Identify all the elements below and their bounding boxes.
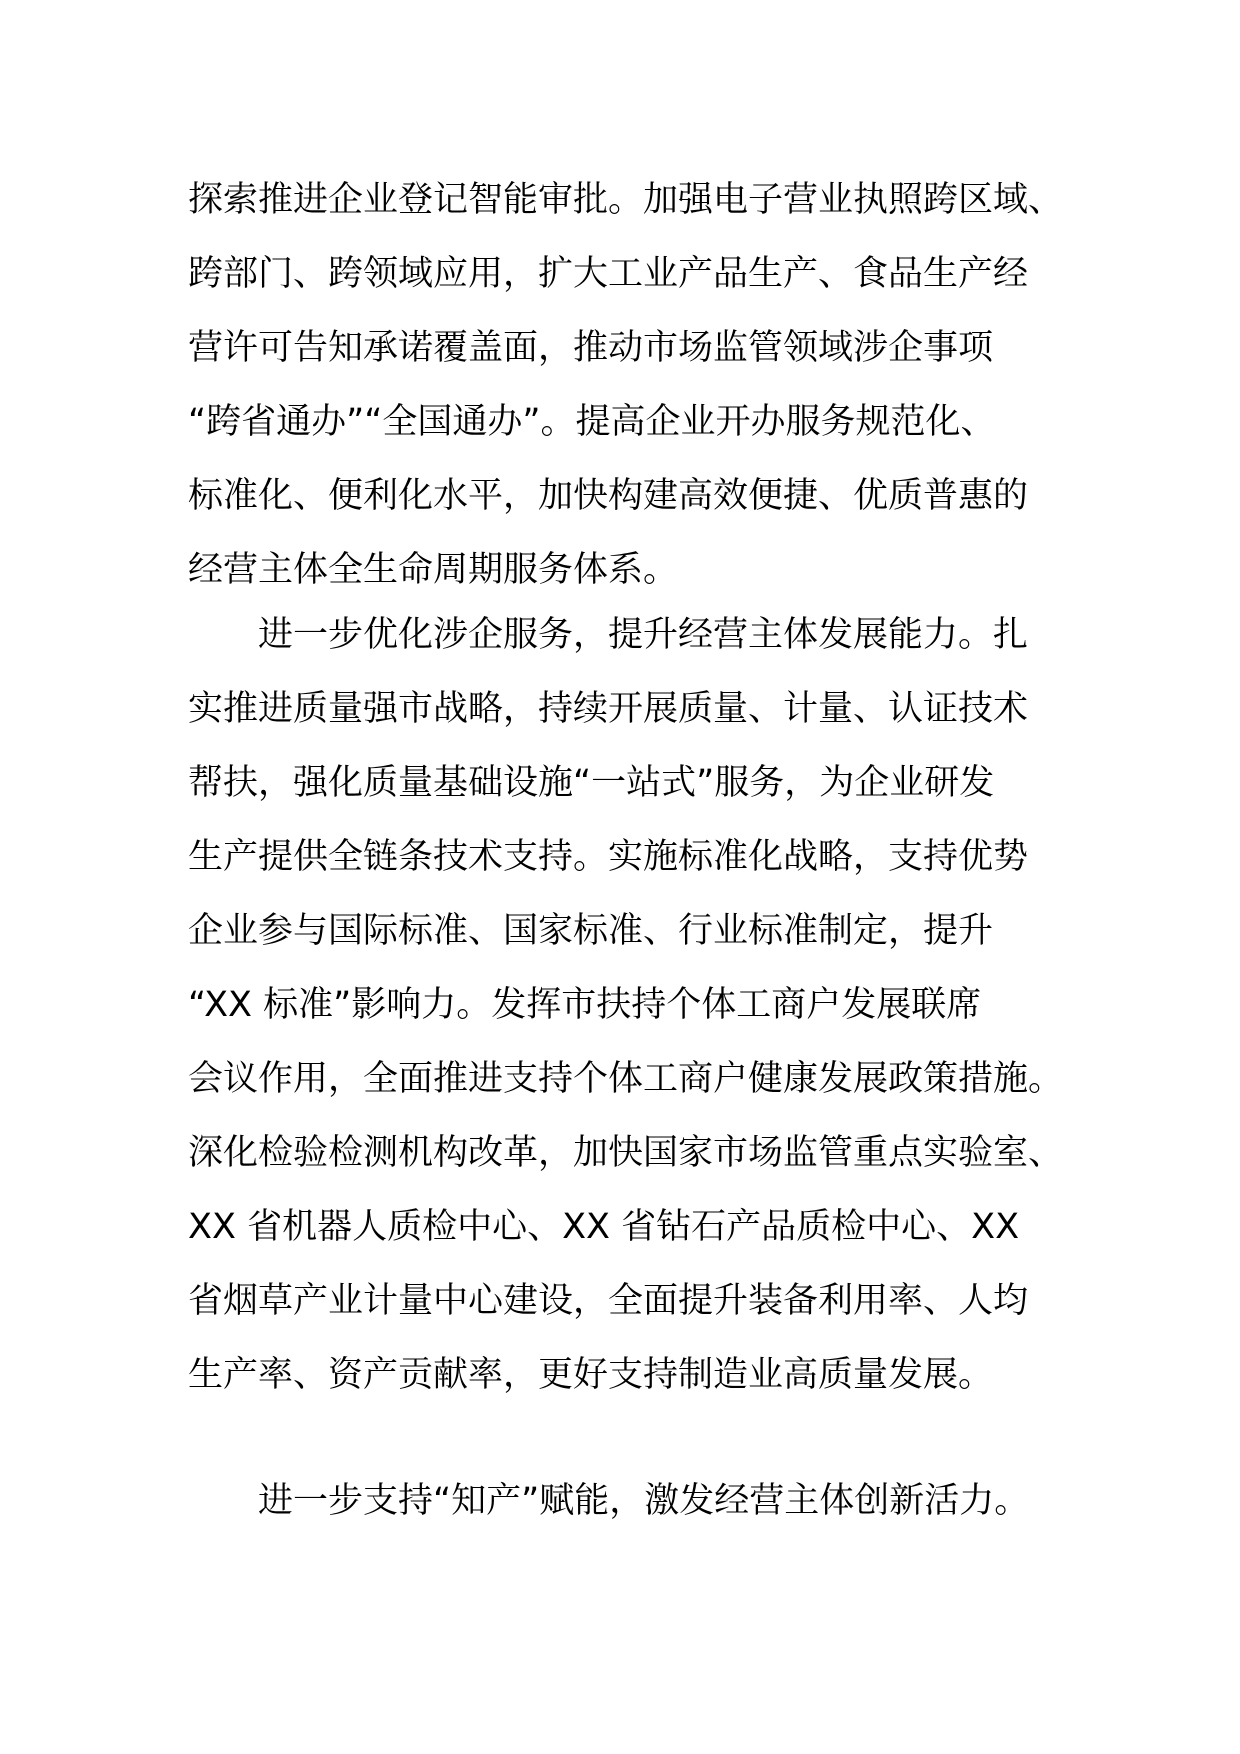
paragraph-enterprise-services xyxy=(188,598,1068,1412)
text-line: 进一步支持“知产”赋能，激发经营主体创新活力。 xyxy=(188,1481,1030,1521)
text-line: 省烟草产业计量中心建设，全面提升装备利用率、人均 xyxy=(188,1281,1029,1321)
text-line: 探索推进企业登记智能审批。加强电子营业执照跨区域、 xyxy=(188,180,1064,220)
text-line: “XX 标准”影响力。发挥市扶持个体工商户发展联席 xyxy=(188,985,982,1025)
text-line: 经营主体全生命周期服务体系。 xyxy=(188,550,679,590)
text-line: XX 省机器人质检中心、XX 省钻石产品质检中心、XX xyxy=(188,1207,1020,1247)
paragraph-ip-empowerment xyxy=(188,1464,1068,1538)
text-line: 帮扶，强化质量基础设施“一站式”服务，为企业研发 xyxy=(188,763,995,803)
text-line: 标准化、便利化水平，加快构建高效便捷、优质普惠的 xyxy=(188,476,1029,516)
text-line: 生产提供全链条技术支持。实施标准化战略，支持优势 xyxy=(188,837,1029,877)
paragraph-registration-services xyxy=(188,163,1068,607)
text-line: 企业参与国际标准、国家标准、行业标准制定，提升 xyxy=(188,911,994,951)
text-line: 营许可告知承诺覆盖面，推动市场监管领域涉企事项 xyxy=(188,328,994,368)
text-line: 实推进质量强市战略，持续开展质量、计量、认证技术 xyxy=(188,689,1029,729)
text-line: 会议作用，全面推进支持个体工商户健康发展政策措施。 xyxy=(188,1059,1064,1099)
text-line: 进一步优化涉企服务，提升经营主体发展能力。扎 xyxy=(188,615,1029,655)
text-line: 跨部门、跨领域应用，扩大工业产品生产、食品生产经 xyxy=(188,254,1029,294)
text-line: 深化检验检测机构改革，加快国家市场监管重点实验室、 xyxy=(188,1133,1064,1173)
text-line: 生产率、资产贡献率，更好支持制造业高质量发展。 xyxy=(188,1355,994,1395)
text-line: “跨省通办”“全国通办”。提高企业开办服务规范化、 xyxy=(188,402,996,442)
